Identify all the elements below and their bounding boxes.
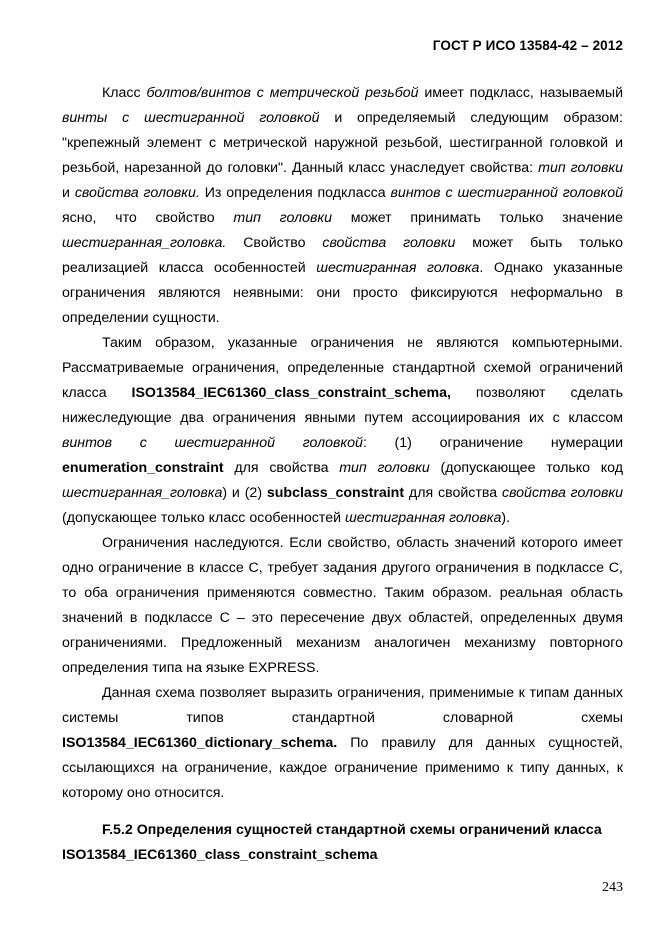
schema-name: ISO13584_IEC61360_class_constraint_schema,: [131, 385, 451, 401]
text-run: для свойства: [223, 460, 340, 476]
paragraph-4: [62, 681, 623, 806]
text-run: Свойство: [226, 235, 323, 251]
italic-term: шестигранная головка: [316, 260, 480, 276]
italic-term: винты с шестигранной головкой: [62, 110, 320, 126]
body-text: [62, 81, 623, 806]
constraint-name: enumeration_constraint: [62, 460, 224, 476]
text-run: (допускающее только код: [429, 460, 623, 476]
text-run: : (1) ограничение нумерации: [362, 435, 623, 451]
text-run: и: [62, 185, 75, 201]
text-run: Из определения подкласса: [199, 185, 391, 201]
text-run: и определяемый следующим образом: "крепежный элемент с метрической наружной резьбой, шестигранной головкой и резьбой, нарезанной до головки". Данный класс унаследует свойства:: [62, 110, 623, 176]
schema-name: ISO13584_IEC61360_dictionary_schema.: [62, 735, 338, 751]
italic-term: винтов с шестигранной головкой: [390, 185, 623, 201]
italic-term: тип головки: [339, 460, 430, 476]
text-run: Таким образом, указанные ограничения не являются компьютерными. Рассматриваемые ограничения, определенные стандартной схемой ограничений класса: [62, 335, 623, 401]
italic-term: свойства головки: [322, 235, 456, 251]
italic-term: тип головки: [233, 210, 332, 226]
text-run: позволяют сделать нижеследующие два ограничения явными путем ассоциирования их с классом: [62, 385, 623, 426]
italic-term: свойства головки: [501, 485, 623, 501]
text-run: Данная схема позволяет выразить ограничения, применимые к типам данных системы типов стандартной словарной схемы: [62, 685, 623, 726]
text-run: (допускающее только класс особенностей: [62, 510, 345, 526]
paragraph-2: [62, 331, 623, 531]
section-title-line-1: F.5.2 Определения сущностей стандартной схемы ограничений класса: [102, 822, 602, 838]
italic-term: свойства головки.: [74, 185, 200, 201]
text-run: По правилу для данных сущностей, ссылающихся на ограничение, каждое ограничение применимо к типу данных, к которому оно относится.: [62, 735, 623, 801]
text-run: Класс: [102, 85, 147, 101]
text-run: может принимать только значение: [331, 210, 623, 226]
text-run: ясно, что свойство: [62, 210, 234, 226]
page-number: 243: [602, 880, 623, 895]
text-run: ).: [501, 510, 511, 526]
text-run: имеет подкласс, называемый: [418, 85, 624, 101]
text-run: . Однако указанные ограничения являются неявными: они просто фиксируются неформально в определении сущности.: [62, 260, 624, 326]
italic-term: болтов/винтов с метрической резьбой: [146, 85, 419, 101]
text-run: для свойства: [404, 485, 502, 501]
italic-term: тип головки: [538, 160, 623, 176]
paragraph-3: Ограничения наследуются. Если свойство, область значений которого имеет одно ограничение в классе С, требует задания другого ограничения в подклассе С, то оба ограничения применяются совместно. Таким образом. реальная область значений в подклассе С – это пересечение двух областей, определенных двумя ограничениями. Предложенный механизм аналогичен механизму повторного определения типа на языке EXPRESS.: [62, 535, 623, 676]
constraint-name: subclass_constraint: [266, 485, 405, 501]
section-heading: [62, 818, 623, 868]
text-run: может быть только реализацией класса особенностей: [62, 235, 624, 276]
italic-term: шестигранная головка: [344, 510, 502, 526]
paragraph-1: [62, 81, 623, 331]
italic-term: шестигранная_головка: [62, 485, 223, 501]
text-run: ) и (2): [222, 485, 267, 501]
italic-term: винтов с шестигранной головкой: [62, 435, 363, 451]
section-title-line-2: ISO13584_IEC61360_class_constraint_schema: [62, 847, 378, 863]
italic-term: шестигранная_головка.: [62, 235, 227, 251]
document-header: ГОСТ Р ИСО 13584-42 – 2012: [432, 38, 623, 53]
